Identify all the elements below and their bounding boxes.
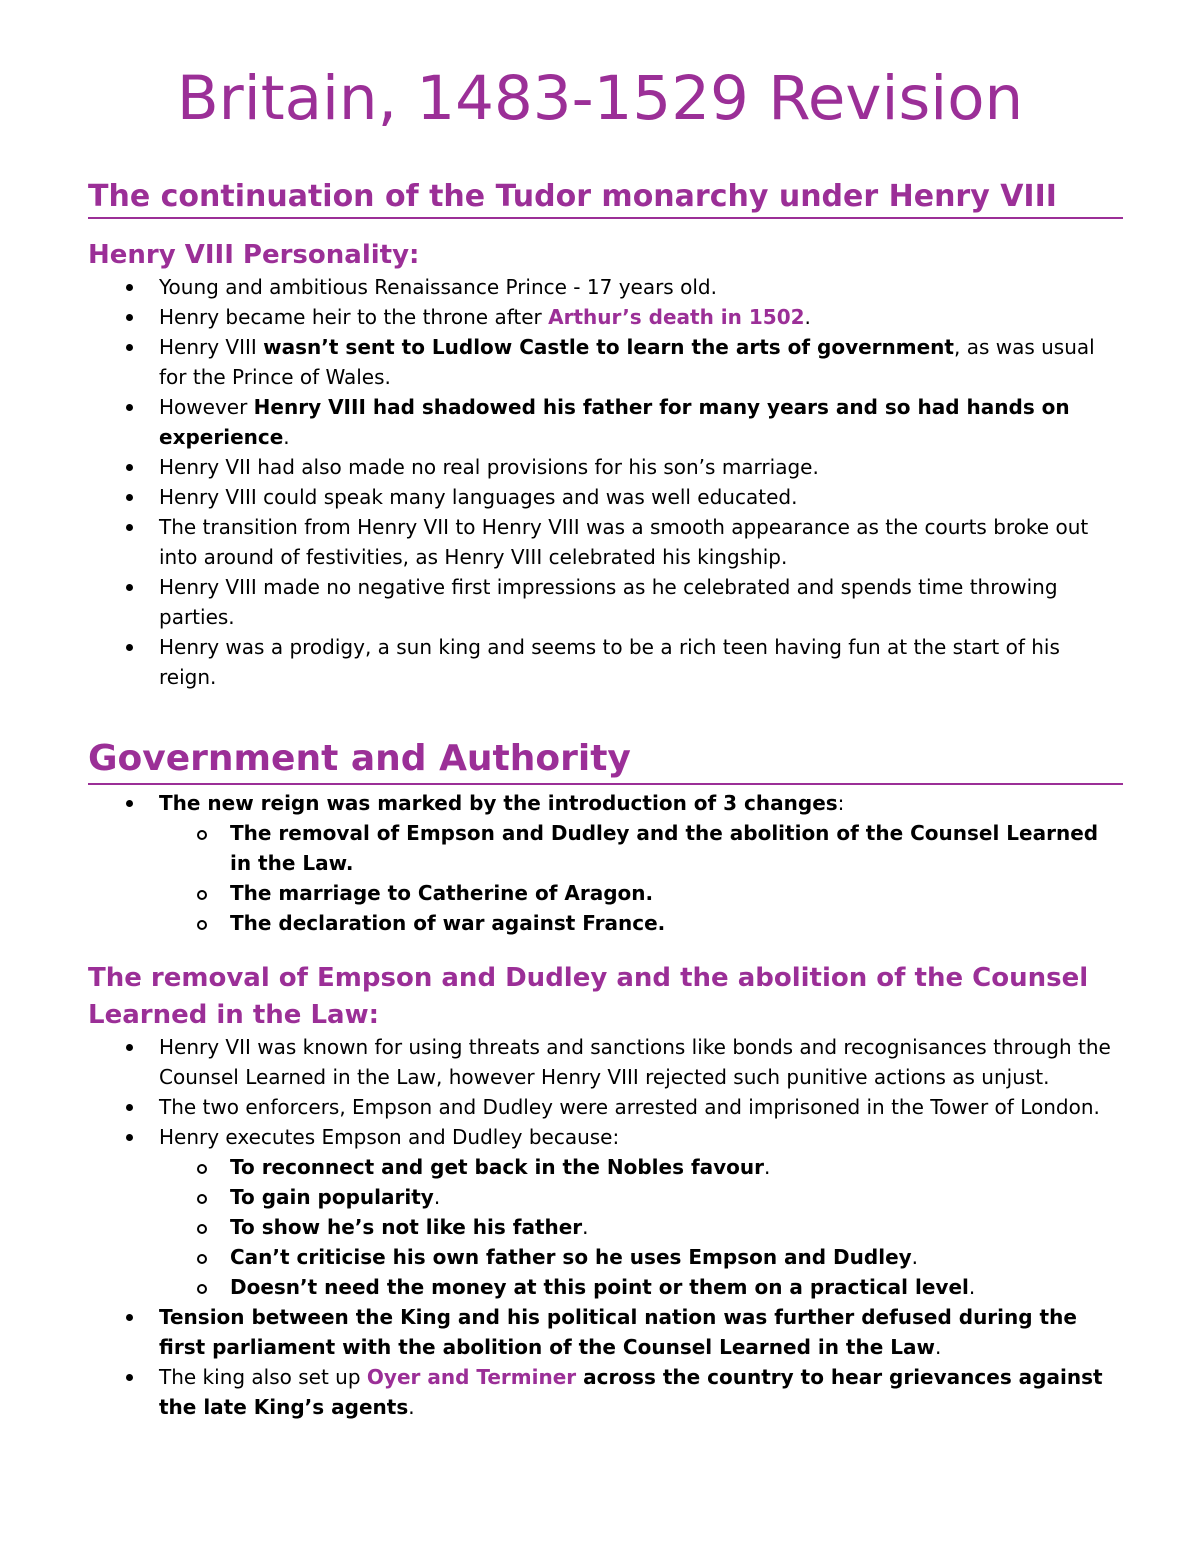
list-item: The king also set up Oyer and Terminer across the country to hear grievances against the late King’s agents. [88, 1362, 1118, 1422]
section-heading-tudor-monarchy: The continuation of the Tudor monarchy under Henry VIII [88, 178, 1123, 219]
list-item: Henry VIII made no negative first impressions as he celebrated and spends time throwing parties. [88, 572, 1118, 632]
list-item: Henry VII had also made no real provisions for his son’s marriage. [88, 452, 1118, 482]
list-item: Can’t criticise his own father so he uses Empson and Dudley. [88, 1242, 1118, 1272]
empson-dudley-list [88, 1032, 1118, 1422]
changes-list [88, 788, 1118, 938]
subheading-empson-dudley: The removal of Empson and Dudley and the abolition of the Counsel Learned in the Law: [88, 963, 1089, 1030]
section-heading-government: Government and Authority [88, 736, 1123, 785]
list-item: Henry VIII wasn’t sent to Ludlow Castle to learn the arts of government, as was usual for the Prince of Wales. [88, 332, 1118, 392]
list-item: The marriage to Catherine of Aragon. [88, 878, 1118, 908]
list-item: The removal of Empson and Dudley and the abolition of the Counsel Learned in the Law. [88, 818, 1118, 878]
subheading-personality: Henry VIII Personality: [88, 240, 420, 270]
list-item: Henry executes Empson and Dudley because: [88, 1122, 1118, 1152]
list-item: The declaration of war against France. [88, 908, 1118, 938]
list-item: To gain popularity. [88, 1182, 1118, 1212]
personality-list [88, 272, 1118, 692]
list-item: The transition from Henry VII to Henry VIII was a smooth appearance as the courts broke out into around of festivities, as Henry VIII celebrated his kingship. [88, 512, 1118, 572]
list-item: Henry VIII could speak many languages and was well educated. [88, 482, 1118, 512]
list-item: Henry was a prodigy, a sun king and seems to be a rich teen having fun at the start of his reign. [88, 632, 1118, 692]
document-title: Britain, 1483-1529 Revision [176, 63, 1024, 134]
list-item: To reconnect and get back in the Nobles favour. [88, 1152, 1118, 1182]
list-item: Tension between the King and his political nation was further defused during the first parliament with the abolition of the Counsel Learned in the Law. [88, 1302, 1118, 1362]
list-item: Henry became heir to the throne after Arthur’s death in 1502. [88, 302, 1118, 332]
list-item: Young and ambitious Renaissance Prince - 17 years old. [88, 272, 1118, 302]
list-item: The two enforcers, Empson and Dudley were arrested and imprisoned in the Tower of London. [88, 1092, 1118, 1122]
list-item: To show he’s not like his father. [88, 1212, 1118, 1242]
list-item: The new reign was marked by the introduction of 3 changes: [88, 788, 1118, 818]
list-item: Henry VII was known for using threats and sanctions like bonds and recognisances through the Counsel Learned in the Law, however Henry VIII rejected such punitive actions as unjust. [88, 1032, 1118, 1092]
list-item: However Henry VIII had shadowed his father for many years and so had hands on experience. [88, 392, 1118, 452]
list-item: Doesn’t need the money at this point or them on a practical level. [88, 1272, 1118, 1302]
